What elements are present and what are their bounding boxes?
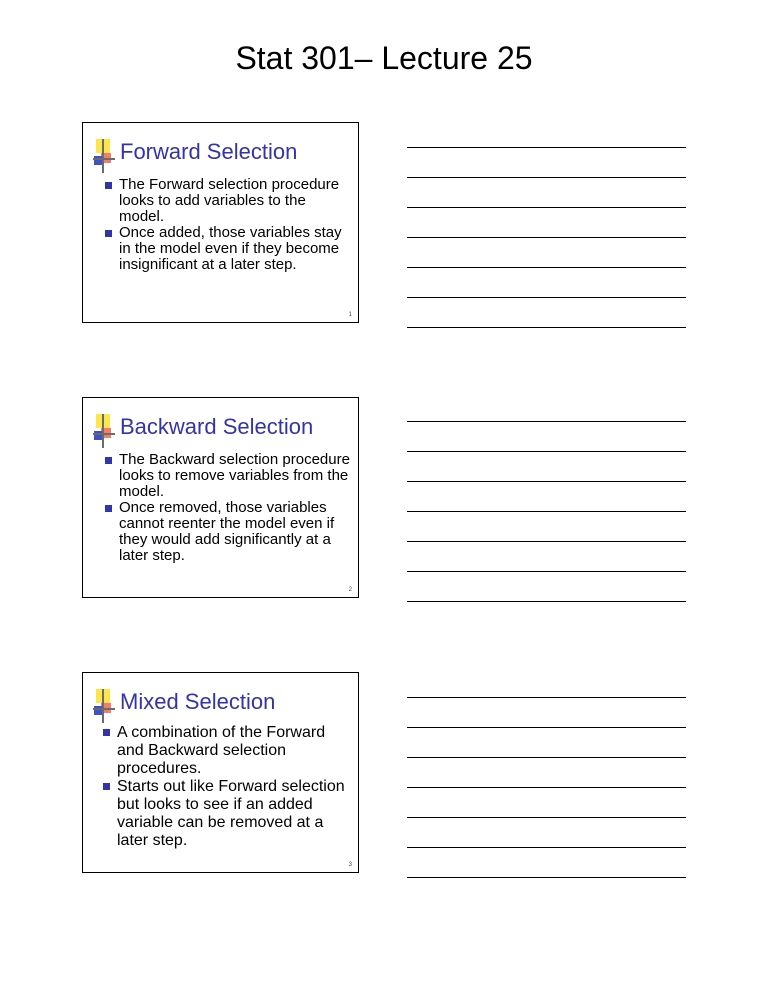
slide-title: Mixed Selection [120,689,276,714]
list-item [103,177,353,225]
slide-title: Forward Selection [120,139,298,164]
bullet-text: A combination of the Forward and Backward selection procedures. [117,724,326,777]
square-bullet-icon [103,783,110,790]
bullet-text: Once added, those variables stay in the model even if they become insignificant at a later step. [119,224,342,273]
note-line [407,877,686,878]
note-line [407,757,686,758]
note-line [407,451,686,452]
list-item [103,452,353,500]
note-line [407,817,686,818]
note-line [407,571,686,572]
slide-3 [82,672,359,873]
square-bullet-icon [105,230,112,237]
note-line [407,697,686,698]
note-line [407,541,686,542]
list-item [101,778,356,850]
list-item [103,500,353,564]
square-bullet-icon [105,182,112,189]
note-line [407,267,686,268]
bullet-list [101,724,356,850]
square-bullet-icon [105,505,112,512]
slide-bullet-cross-icon [93,139,115,173]
note-line [407,297,686,298]
slide-2 [82,397,359,598]
slide-bullet-cross-icon [93,689,115,723]
slide-number: 2 [348,587,352,593]
page-title: Stat 301– Lecture 25 [235,40,533,76]
note-line [407,147,686,148]
bullet-list [103,177,353,273]
slide-number: 3 [348,862,352,868]
note-line [407,601,686,602]
note-line [407,787,686,788]
square-bullet-icon [103,729,110,736]
note-line [407,481,686,482]
list-item [103,225,353,273]
note-line [407,237,686,238]
slide-bullet-cross-icon [93,414,115,448]
bullet-text: The Forward selection procedure looks to add variables to the model. [119,176,340,225]
bullet-list [103,452,353,564]
note-line [407,207,686,208]
slide-1 [82,122,359,323]
slide-number: 1 [348,312,352,318]
slide-title: Backward Selection [120,414,314,439]
note-line [407,177,686,178]
list-item [101,724,356,778]
note-line [407,421,686,422]
bullet-text: Once removed, those variables cannot reenter the model even if they would add significantly at a later step. [119,499,335,564]
bullet-text: The Backward selection procedure looks to remove variables from the model. [119,451,350,500]
bullet-text: Starts out like Forward selection but looks to see if an added variable can be removed at a later step. [117,778,345,849]
note-line [407,327,686,328]
note-line [407,511,686,512]
note-line [407,727,686,728]
square-bullet-icon [105,457,112,464]
note-line [407,847,686,848]
